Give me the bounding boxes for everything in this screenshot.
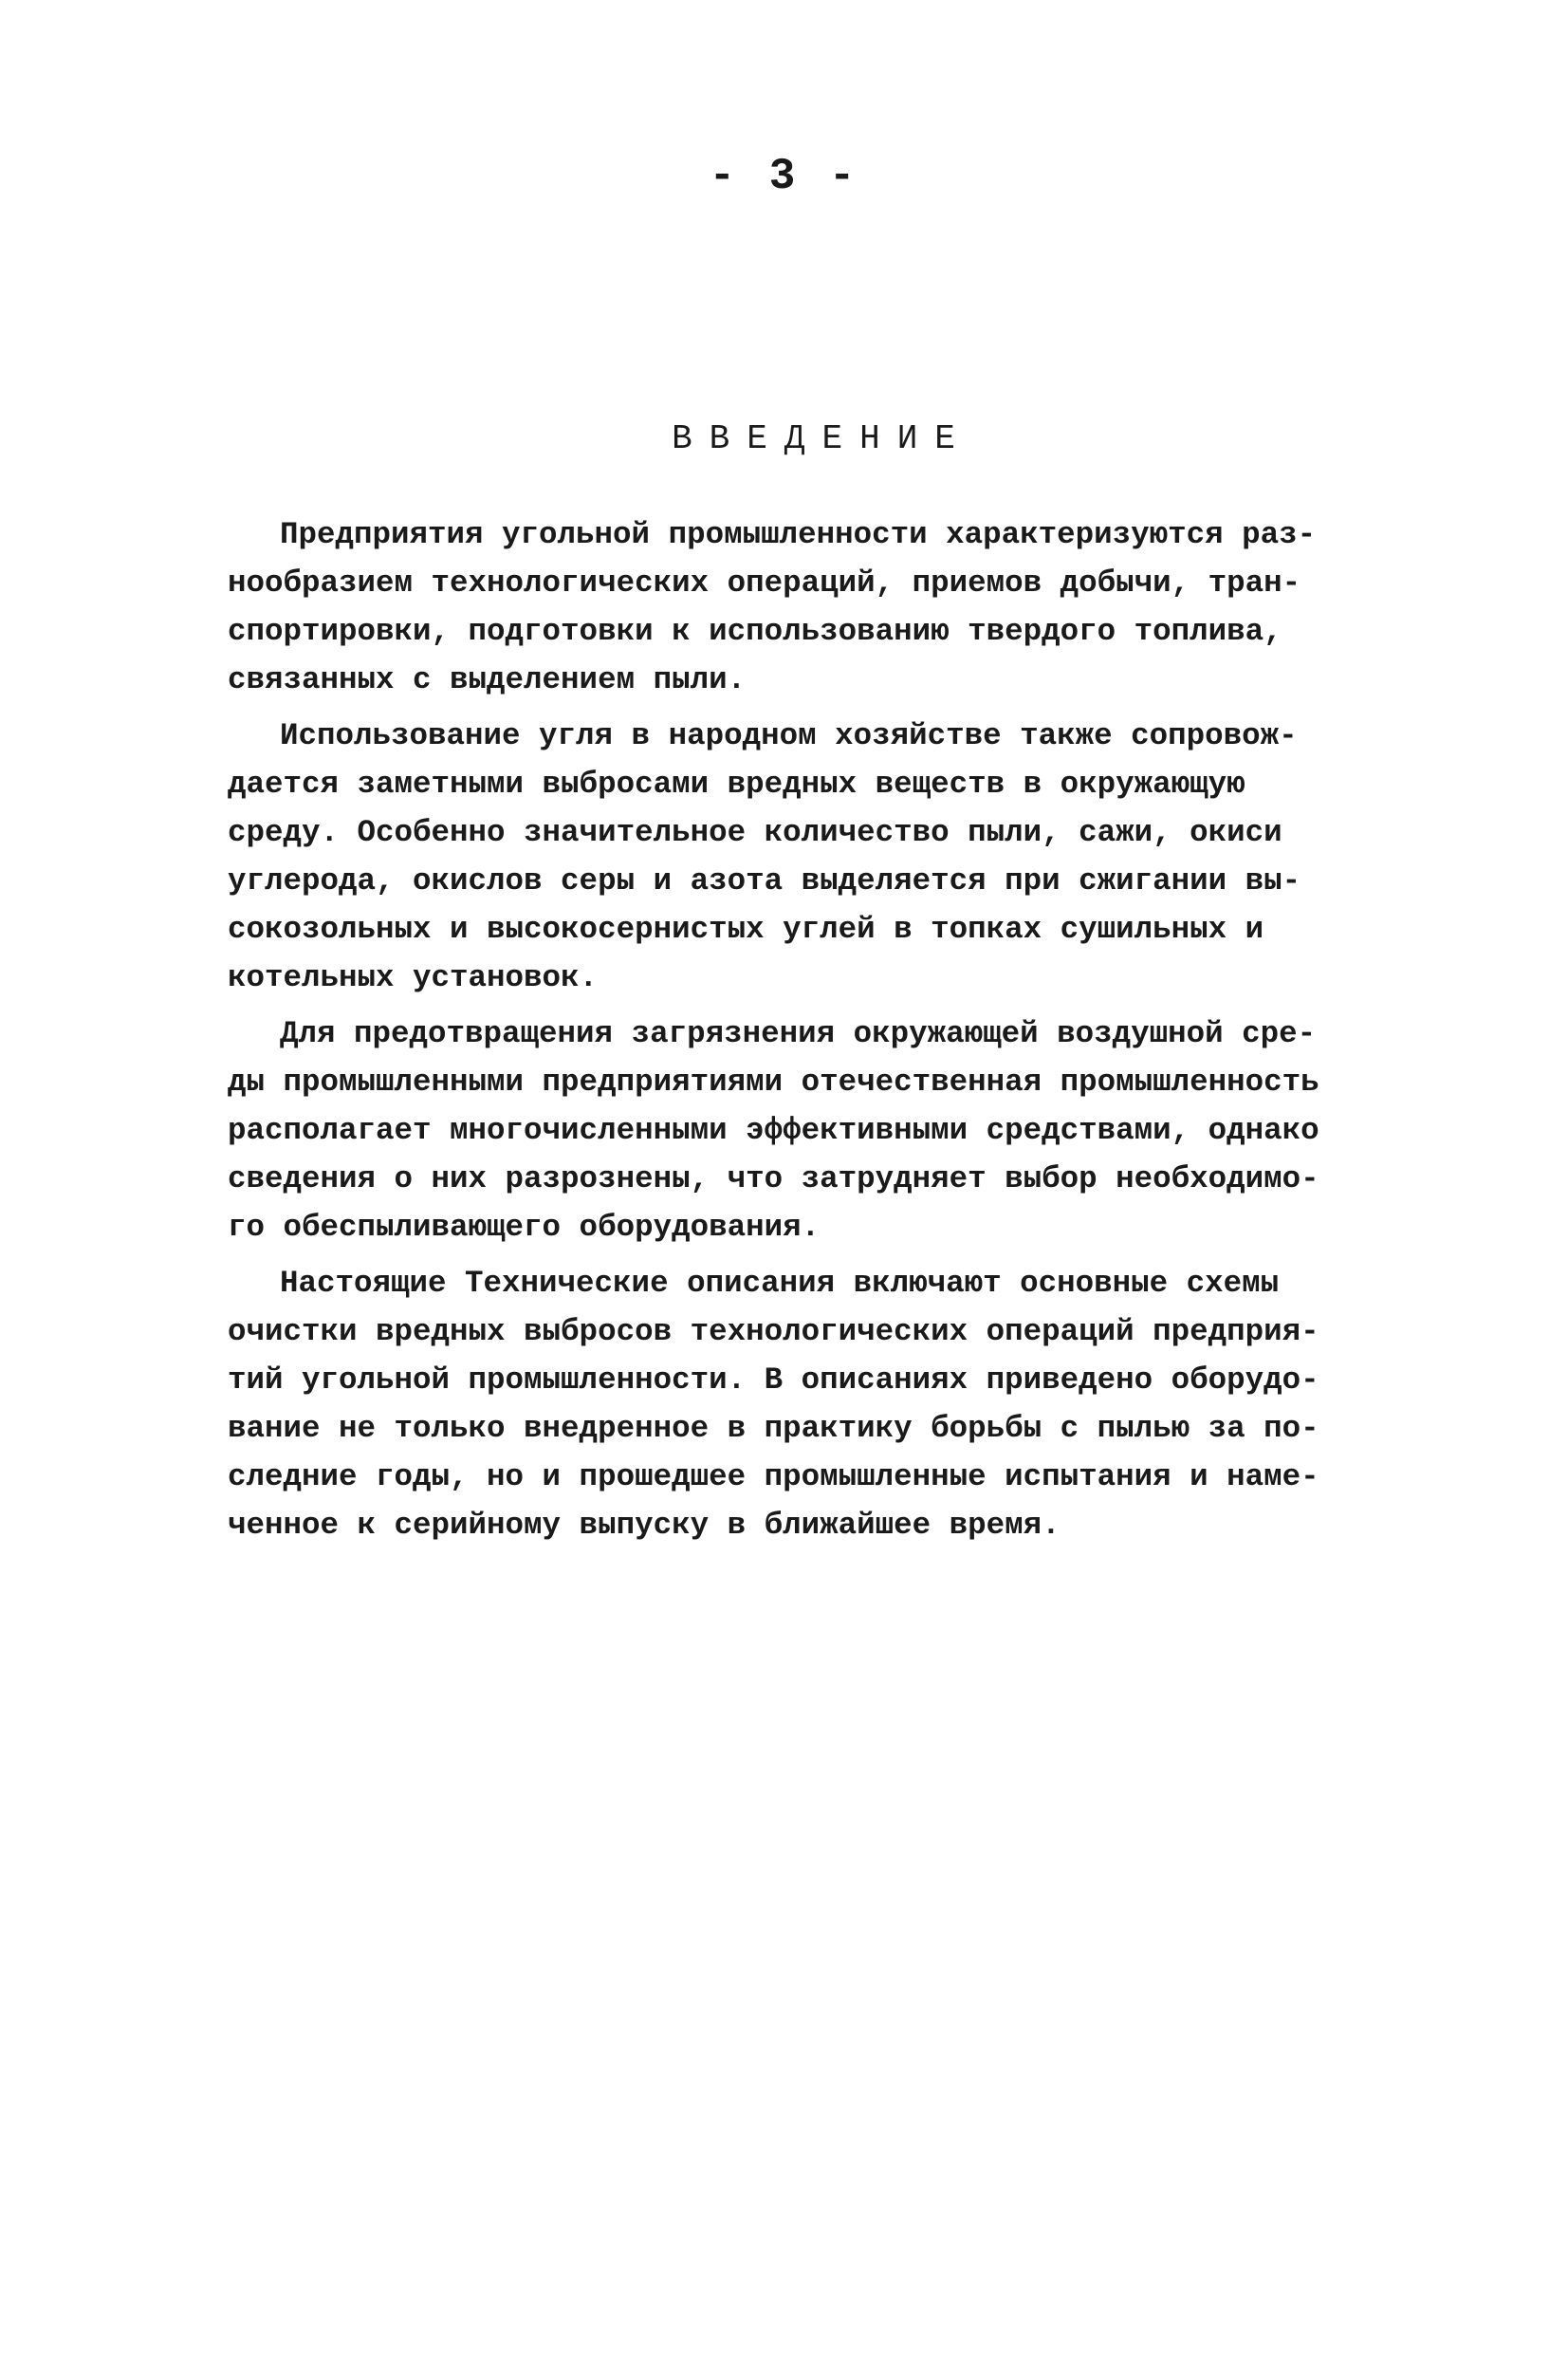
paragraph-4 bbox=[228, 1259, 1347, 1549]
text-line: сокозольных и высокосернистых углей в топках сушильных и bbox=[228, 912, 1264, 947]
text-line: вание не только внедренное в практику борьбы с пылью за по- bbox=[228, 1411, 1319, 1446]
paragraph-2 bbox=[228, 712, 1347, 1002]
text-line: углерода, окислов серы и азота выделяется при сжигании вы- bbox=[228, 863, 1301, 899]
section-heading: ВВЕДЕНИЕ bbox=[672, 419, 972, 458]
text-line: спортировки, подготовки к использованию твердого топлива, bbox=[228, 614, 1282, 649]
text-line: Настоящие Технические описания включают основные схемы bbox=[280, 1266, 1280, 1301]
text-line: котельных установок. bbox=[228, 960, 599, 995]
page-number: - 3 - bbox=[709, 152, 859, 201]
paragraph-1 bbox=[228, 510, 1347, 704]
text-line: Для предотвращения загрязнения окружающей воздушной сре- bbox=[280, 1016, 1317, 1051]
text-line: нообразием технологических операций, приемов добычи, тран- bbox=[228, 565, 1301, 601]
text-line: тий угольной промышленности. В описаниях приведено оборудо- bbox=[228, 1362, 1319, 1398]
text-line: дается заметными выбросами вредных веществ в окружающую bbox=[228, 767, 1245, 802]
text-line: го обеспыливающего оборудования. bbox=[228, 1210, 821, 1245]
text-line: связанных с выделением пыли. bbox=[228, 662, 747, 697]
text-line: сведения о них разрознены, что затрудняет выбор необходимо- bbox=[228, 1161, 1319, 1196]
text-line: располагает многочисленными эффективными средствами, однако bbox=[228, 1113, 1319, 1148]
text-line: следние годы, но и прошедшее промышленные испытания и наме- bbox=[228, 1459, 1319, 1494]
paragraph-3 bbox=[228, 1010, 1347, 1251]
text-line: ды промышленными предприятиями отечественная промышленность bbox=[228, 1065, 1319, 1100]
body-text bbox=[228, 510, 1347, 1557]
text-line: очистки вредных выбросов технологических операций предприя- bbox=[228, 1314, 1319, 1349]
text-line: Использование угля в народном хозяйстве также сопровож- bbox=[280, 718, 1298, 753]
text-line: Предприятия угольной промышленности характеризуются раз- bbox=[280, 517, 1317, 552]
text-line: среду. Особенно значительное количество пыли, сажи, окиси bbox=[228, 815, 1282, 850]
text-line: ченное к серийному выпуску в ближайшее время. bbox=[228, 1508, 1061, 1543]
